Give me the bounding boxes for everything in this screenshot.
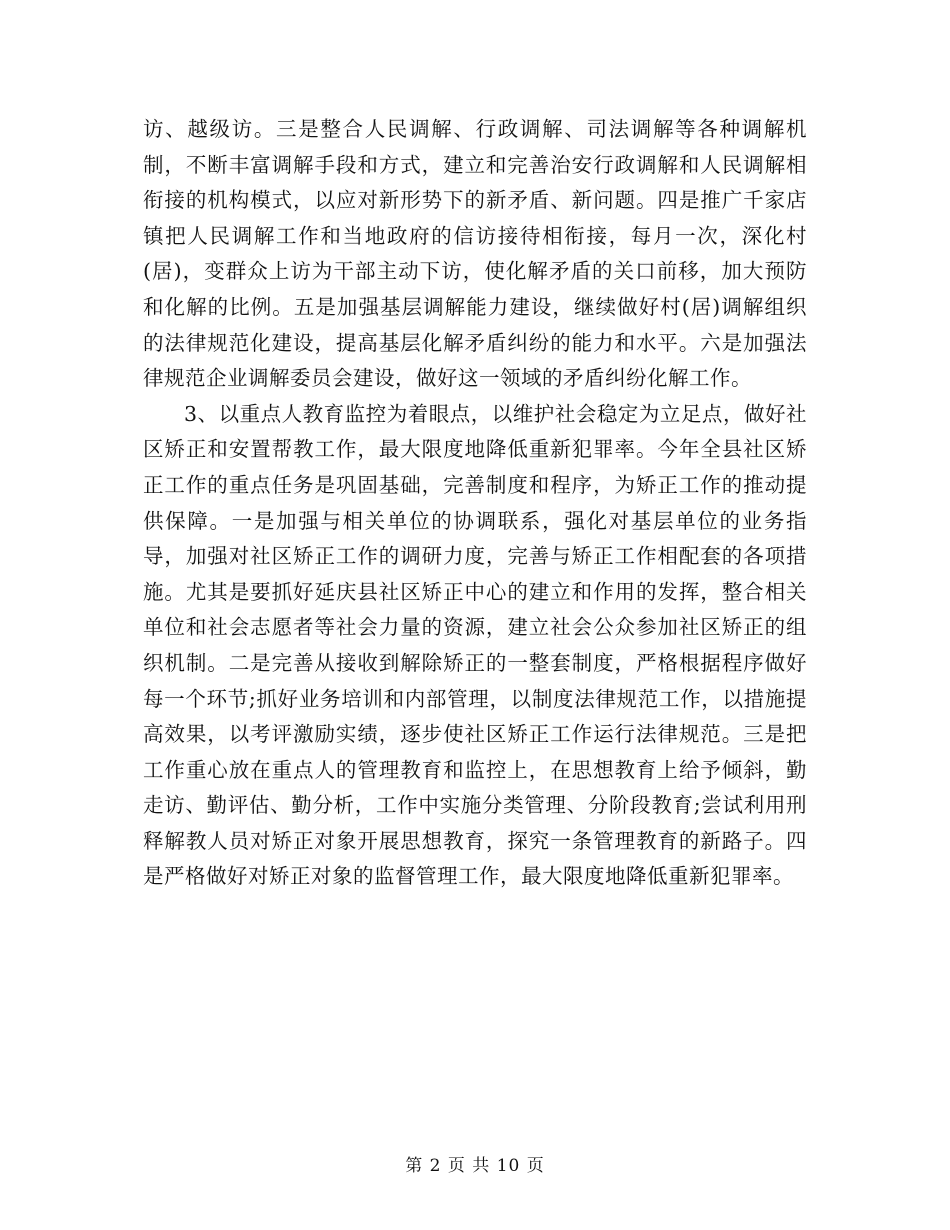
page-number-footer: 第 2 页 共 10 页 (405, 1156, 545, 1176)
paragraph-continuation: 访、越级访。三是整合人民调解、行政调解、司法调解等各种调解机制，不断丰富调解手段和方式，建立和完善治安行政调解和人民调解相衔接的机构模式，以应对新形势下的新矛盾、新问题。四是推广千家店镇把人民调解工作和当地政府的信访接待相衔接，每月一次，深化村(居)，变群众上访为干部主动下访，使化解矛盾的关口前移，加大预防和化解的比例。五是加强基层调解能力建设，继续做好村(居)调解组织的法律规范化建设，提高基层化解矛盾纠纷的能力和水平。六是加强法律规范企业调解委员会建设，做好这一领域的矛盾纠纷化解工作。 (143, 117, 807, 391)
document-body (143, 112, 807, 895)
paragraph-section-3: 3、以重点人教育监控为着眼点，以维护社会稳定为立足点，做好社区矫正和安置帮教工作，最大限度地降低重新犯罪率。今年全县社区矫正工作的重点任务是巩固基础，完善制度和程序，为矫正工作的推动提供保障。一是加强与相关单位的协调联系，强化对基层单位的业务指导，加强对社区矫正工作的调研力度，完善与矫正工作相配套的各项措施。尤其是要抓好延庆县社区矫正中心的建立和作用的发挥，整合相关单位和社会志愿者等社会力量的资源，建立社会公众参加社区矫正的组织机制。二是完善从接收到解除矫正的一整套制度，严格根据程序做好每一个环节;抓好业务培训和内部管理，以制度法律规范工作，以措施提高效果，以考评激励实绩，逐步使社区矫正工作运行法律规范。三是把工作重心放在重点人的管理教育和监控上，在思想教育上给予倾斜，勤走访、勤评估、勤分析，工作中实施分类管理、分阶段教育;尝试利用刑释解教人员对矫正对象开展思想教育，探究一条管理教育的新路子。四是严格做好对矫正对象的监督管理工作，最大限度地降低重新犯罪率。 (143, 401, 807, 889)
